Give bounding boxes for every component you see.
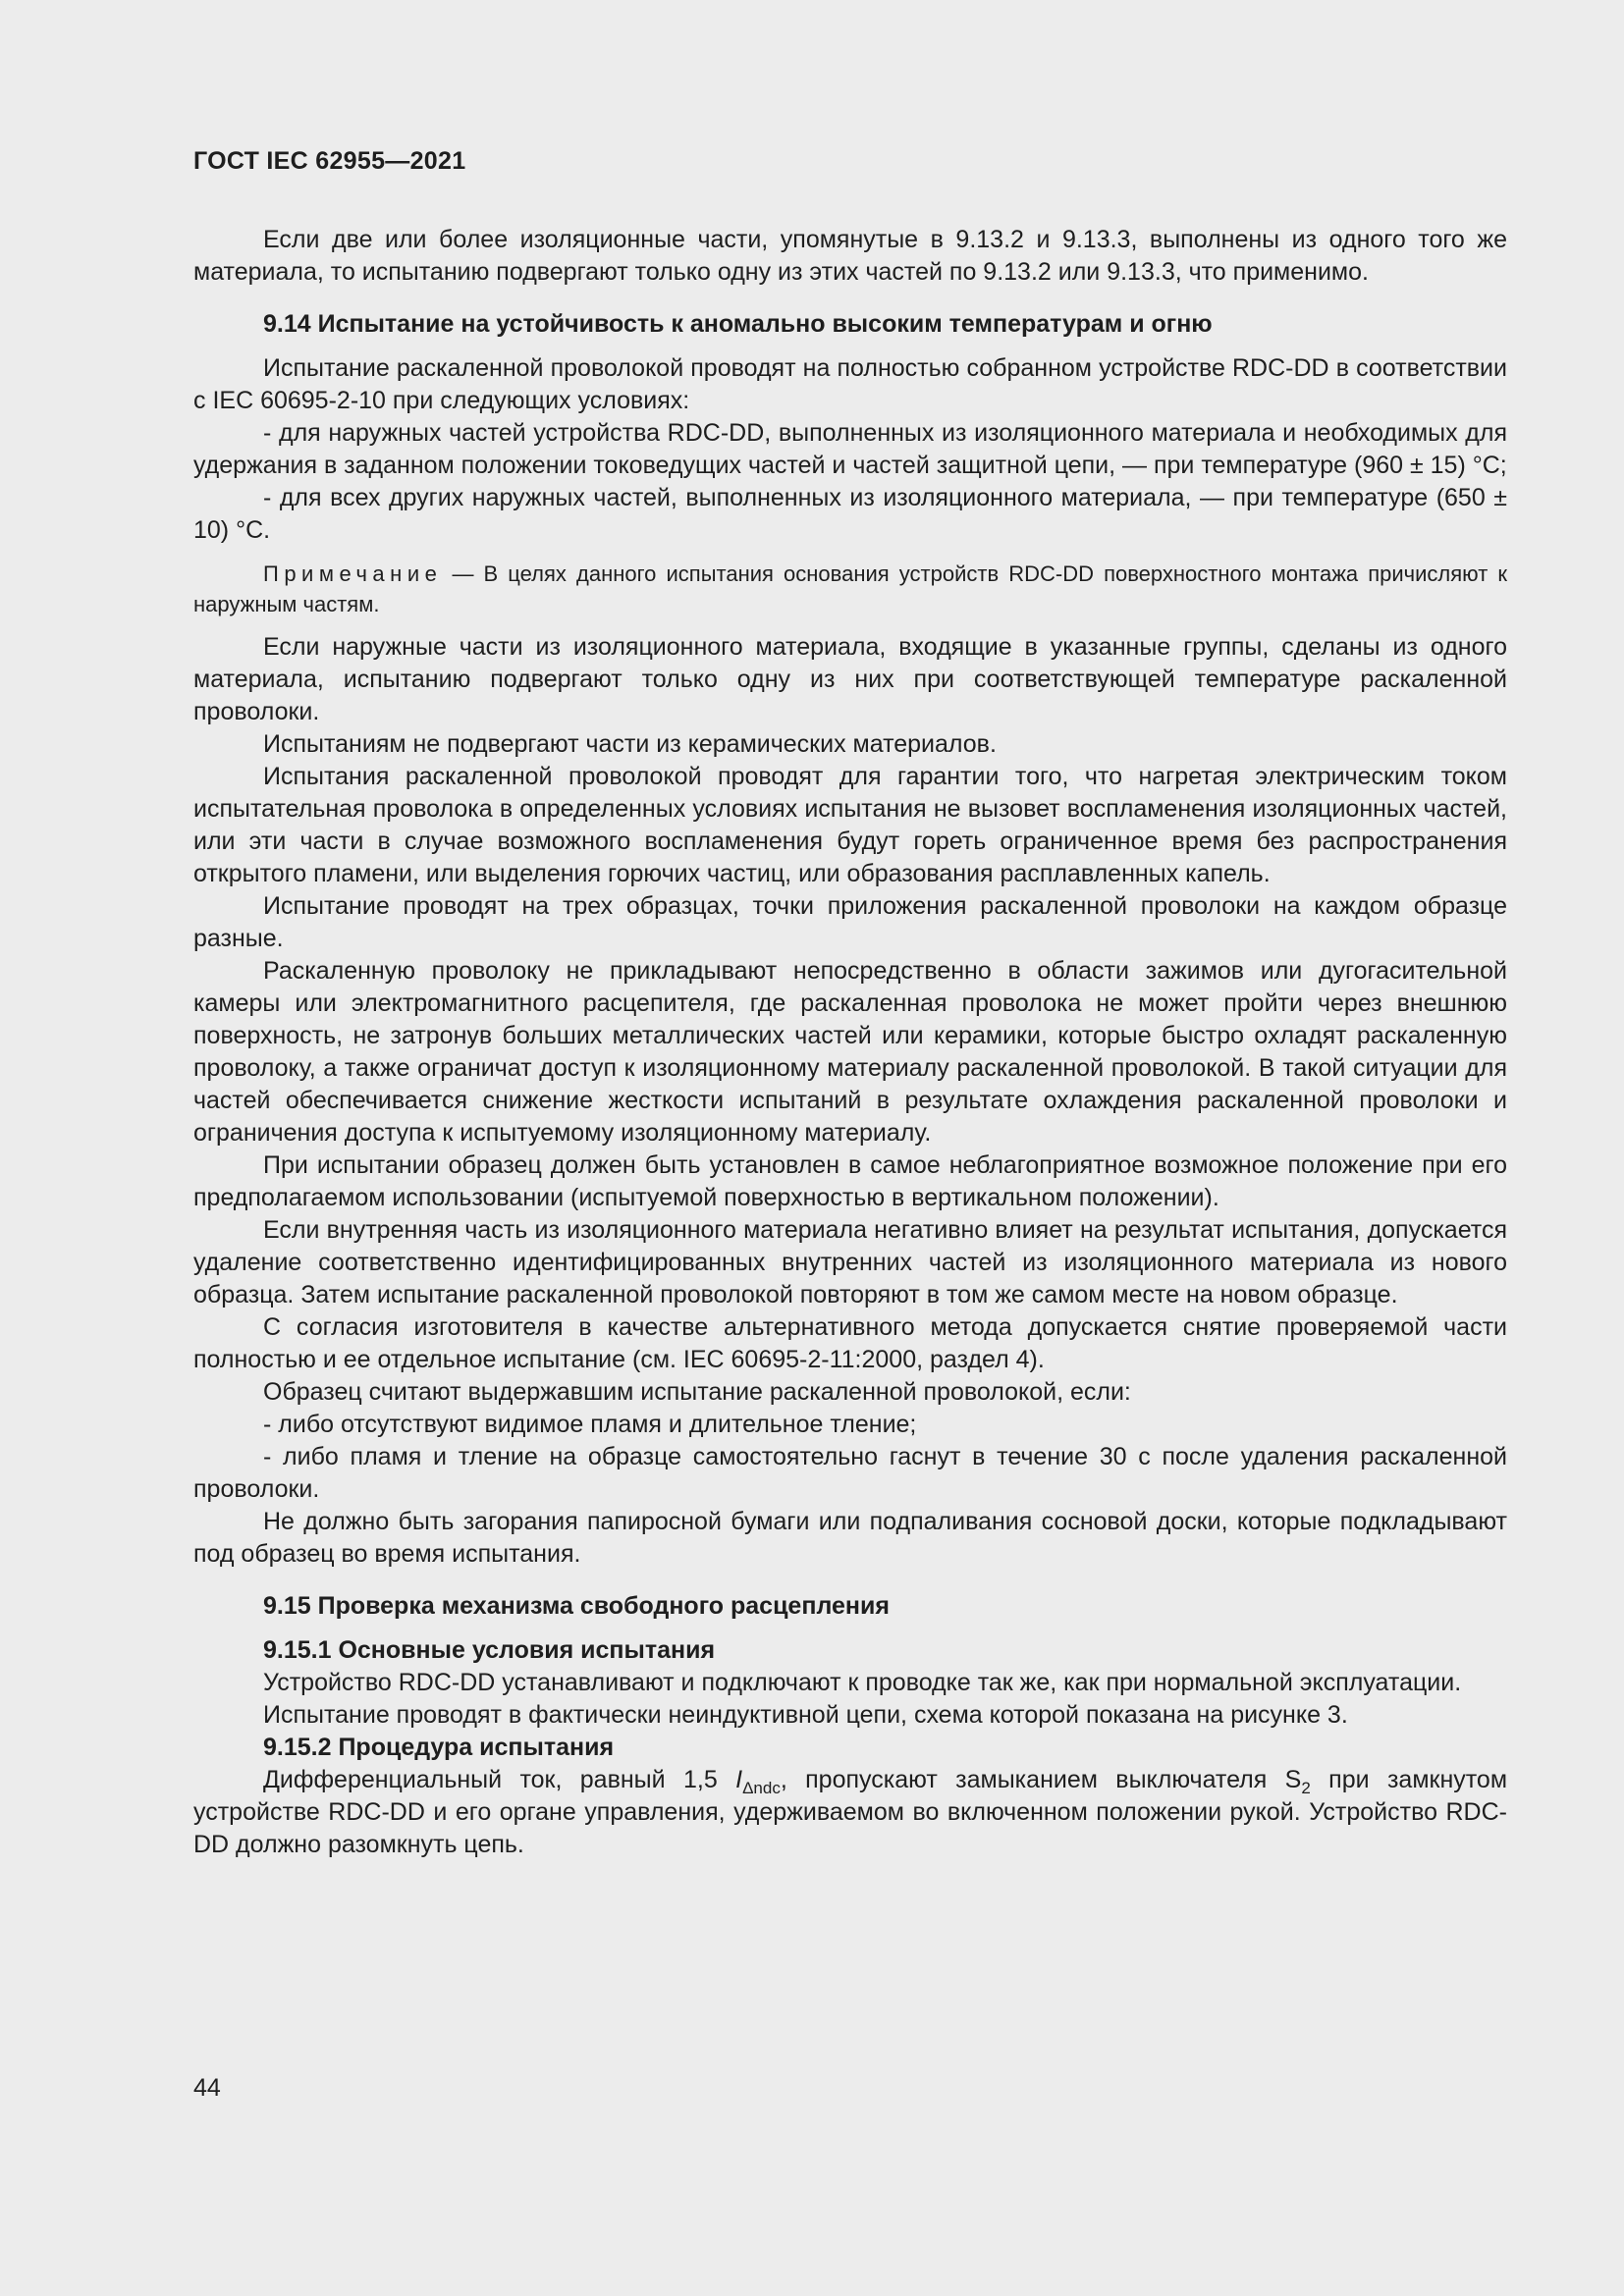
paragraph: Если наружные части из изоляционного материала, входящие в указанные группы, сделаны из одного материала, испытанию подвергают только одну из них при соответствующей температуре раскаленной проволоки. xyxy=(193,633,1507,725)
paragraph: Не должно быть загорания папиросной бумаги или подпаливания сосновой доски, которые подкладывают под образец во время испытания. xyxy=(193,1508,1507,1568)
paragraph xyxy=(193,1764,1507,1861)
section-heading-9-15-2: 9.15.2 Процедура испытания xyxy=(263,1734,615,1761)
note-label: Примечание xyxy=(263,561,443,586)
paragraph: Испытания раскаленной проволокой проводят для гарантии того, что нагретая электрическим током испытательная проволока в определенных условиях испытания не вызовет воспламенения изоляционных частей, или эти части в случае возможного воспламенения будут гореть ограниченное время без распространения открытого пламени, или выделения горючих частиц, или образования расплавленных капель. xyxy=(193,763,1507,887)
text-run: при замкнутом устройстве RDC-DD и его органе управления, удерживаемом во включенном положении рукой. Устройство RDC-DD должно разомкнуть цепь. xyxy=(193,1766,1508,1858)
list-item: - либо отсутствуют видимое пламя и длительное тление; xyxy=(263,1411,917,1438)
paragraph: Испытание проводят в фактически неиндуктивной цепи, схема которой показана на рисунке 3. xyxy=(263,1701,1348,1729)
list-item: - либо пламя и тление на образце самостоятельно гаснут в течение 30 с после удаления раскаленной проволоки. xyxy=(193,1443,1507,1503)
note-text: — В целях данного испытания основания устройств RDC-DD поверхностного монтажа причисляют к наружным частям. xyxy=(193,561,1507,616)
section-heading-9-15: 9.15 Проверка механизма свободного расцепления xyxy=(263,1592,890,1620)
page-content xyxy=(193,224,1507,1861)
text-run: , пропускают замыканием выключателя S xyxy=(780,1766,1302,1793)
subscript-2: 2 xyxy=(1301,1779,1311,1797)
list-item: - для всех других наружных частей, выполненных из изоляционного материала, — при температуре (650 ± 10) °С. xyxy=(193,484,1507,544)
section-heading-9-14: 9.14 Испытание на устойчивость к аномально высоким температурам и огню xyxy=(263,310,1213,338)
list-item: - для наружных частей устройства RDC-DD, выполненных из изоляционного материала и необходимых для удержания в заданном положении токоведущих частей и частей защитной цепи, — при температуре (960 ± 15) °С; xyxy=(193,419,1507,479)
subscript-delta-ndc: Δndc xyxy=(742,1779,781,1797)
paragraph: Если внутренняя часть из изоляционного материала негативно влияет на результат испытания, допускается удаление соответственно идентифицированных внутренних частей из изоляционного материала из нового образца. Затем испытание раскаленной проволокой повторяют в том же самом месте на новом образце. xyxy=(193,1216,1507,1308)
paragraph: Образец считают выдержавшим испытание раскаленной проволокой, если: xyxy=(263,1378,1131,1406)
note xyxy=(193,559,1507,619)
paragraph: Устройство RDC-DD устанавливают и подключают к проводке так же, как при нормальной эксплуатации. xyxy=(263,1669,1462,1696)
paragraph: Испытаниям не подвергают части из керамических материалов. xyxy=(263,730,997,758)
paragraph: Раскаленную проволоку не прикладывают непосредственно в области зажимов или дугогасительной камеры или электромагнитного расцепителя, где раскаленная проволока не может пройти через внешнюю поверхность, не затронув больших металлических частей или керамики, которые быстро охладят раскаленную проволоку, а также ограничат доступ к изоляционному материалу раскаленной проволокой. В такой ситуации для частей обеспечивается снижение жесткости испытаний в результате охлаждения раскаленной проволоки и ограничения доступа к испытуемому изоляционному материалу. xyxy=(193,957,1507,1147)
section-heading-9-15-1: 9.15.1 Основные условия испытания xyxy=(263,1636,716,1664)
paragraph: Испытание проводят на трех образцах, точки приложения раскаленной проволоки на каждом образце разные. xyxy=(193,892,1507,952)
paragraph: Если две или более изоляционные части, упомянутые в 9.13.2 и 9.13.3, выполнены из одного того же материала, то испытанию подвергают только одну из этих частей по 9.13.2 или 9.13.3, что применимо. xyxy=(193,226,1507,286)
page-number: 44 xyxy=(193,2074,221,2102)
paragraph: При испытании образец должен быть установлен в самое неблагоприятное возможное положение при его предполагаемом использовании (испытуемой поверхностью в вертикальном положении). xyxy=(193,1151,1507,1211)
symbol-I: I xyxy=(735,1766,743,1793)
text-run: Дифференциальный ток, равный 1,5 xyxy=(263,1766,736,1793)
paragraph: Испытание раскаленной проволокой проводят на полностью собранном устройстве RDC-DD в соответствии с IEC 60695-2-10 при следующих условиях: xyxy=(193,354,1507,414)
document-header: ГОСТ IEC 62955—2021 xyxy=(193,147,466,175)
paragraph: С согласия изготовителя в качестве альтернативного метода допускается снятие проверяемой части полностью и ее отдельное испытание (см. IEC 60695-2-11:2000, раздел 4). xyxy=(193,1313,1507,1373)
